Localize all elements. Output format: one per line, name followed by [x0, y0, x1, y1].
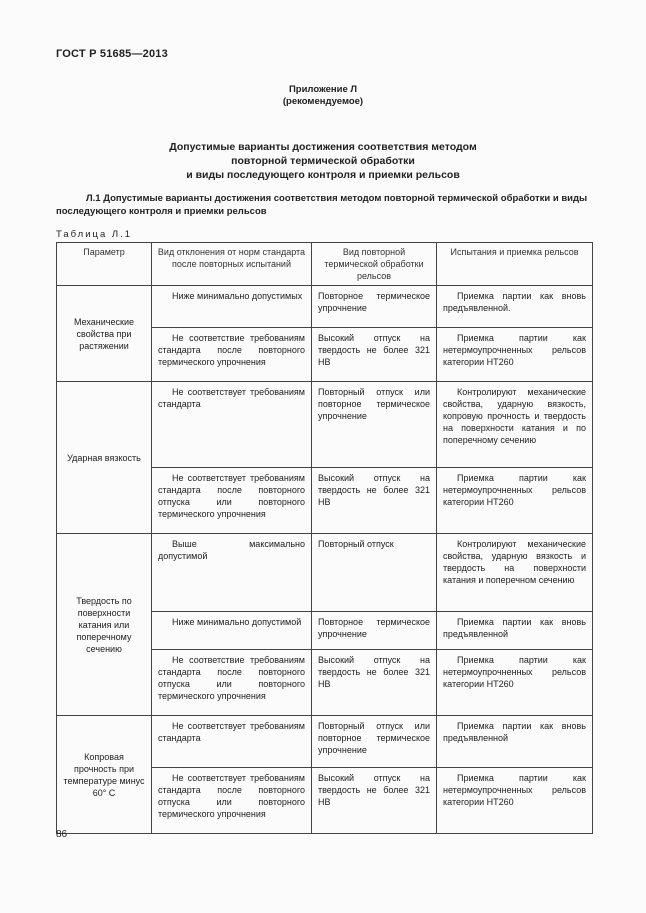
treatment-cell: Повторное термическое упрочнение — [312, 612, 437, 650]
table-header-row — [57, 243, 593, 286]
parameter-cell: Механические свойства при растяжении — [57, 286, 152, 382]
acceptance-cell: Приемка партии как нетермоупрочненных рельсов категории НТ260 — [437, 768, 593, 834]
treatment-cell: Высокий отпуск на твердость не более 321 НВ — [312, 328, 437, 382]
treatment-cell: Высокий отпуск на твердость не более 321 НВ — [312, 468, 437, 534]
data-table — [56, 242, 593, 834]
column-header: Вид отклонения от норм стандарта после повторных испытаний — [152, 243, 312, 286]
main-title-line: и виды последующего контроля и приемки рельсов — [186, 169, 460, 181]
table-row — [57, 382, 593, 468]
deviation-cell: Ниже минимально допустимых — [152, 286, 312, 328]
table-row — [57, 534, 593, 612]
deviation-cell: Не соответствует требованиям стандарта — [152, 382, 312, 468]
treatment-cell: Высокий отпуск на твердость не более 321 НВ — [312, 650, 437, 716]
main-title-line: повторной термической обработки — [231, 155, 415, 167]
main-title — [0, 140, 646, 182]
acceptance-cell: Приемка партии как вновь предъявленной. — [437, 286, 593, 328]
treatment-cell: Повторное термическое упрочнение — [312, 286, 437, 328]
deviation-cell: Не соответствие требованиям стандарта после повторного отпуска или повторного термического упрочнения — [152, 650, 312, 716]
column-header: Параметр — [57, 243, 152, 286]
treatment-cell: Повторный отпуск — [312, 534, 437, 612]
column-header: Вид повторной термической обработки рельсов — [312, 243, 437, 286]
deviation-cell: Не соответствует требованиям стандарта после повторного отпуска или повторного термического упрочнения — [152, 768, 312, 834]
appendix-title: Приложение Л — [288, 84, 358, 95]
acceptance-cell: Приемка партии как нетермоупрочненных рельсов категории НТ260 — [437, 328, 593, 382]
main-title-line: Допустимые варианты достижения соответствия методом — [169, 141, 477, 153]
acceptance-cell: Приемка партии как вновь предъявленной — [437, 716, 593, 768]
table-row — [57, 716, 593, 768]
treatment-cell: Повторный отпуск или повторное термическое упрочнение — [312, 716, 437, 768]
treatment-cell: Повторный отпуск или повторное термическое упрочнение — [312, 382, 437, 468]
acceptance-cell: Контролируют механические свойства, ударную вязкость, копровую прочность и твердость на поверхности катания и по поперечному сечению — [437, 382, 593, 468]
deviation-cell: Не соответствует требованиям стандарта после повторного отпуска или повторного термического упрочнения — [152, 468, 312, 534]
parameter-cell: Ударная вязкость — [57, 382, 152, 534]
appendix-subtitle: (рекомендуемое) — [282, 96, 364, 107]
acceptance-cell: Приемка партии как вновь предъявленной — [437, 612, 593, 650]
acceptance-cell: Контролируют механические свойства, ударную вязкость и твердость на поверхности катания и поперечном сечению — [437, 534, 593, 612]
section-heading: Л.1 Допустимые варианты достижения соответствия методом повторной термической обработки и виды последующего контроля и приемки рельсов — [56, 193, 588, 217]
deviation-cell: Выше максимально допустимой — [152, 534, 312, 612]
parameter-cell: Копровая прочность при температуре минус 60° С — [57, 716, 152, 834]
page-number: 86 — [56, 829, 68, 840]
deviation-cell: Ниже минимально допустимой — [152, 612, 312, 650]
acceptance-cell: Приемка партии как нетермоупрочненных рельсов категории НТ260 — [437, 650, 593, 716]
deviation-cell: Не соответствует требованиям стандарта — [152, 716, 312, 768]
standard-header: ГОСТ Р 51685—2013 — [56, 48, 168, 60]
table-row — [57, 286, 593, 328]
acceptance-cell: Приемка партии как нетермоупрочненных рельсов категории НТ260 — [437, 468, 593, 534]
column-header: Испытания и приемка рельсов — [437, 243, 593, 286]
parameter-cell: Твердость по поверхности катания или поперечному сечению — [57, 534, 152, 716]
treatment-cell: Высокий отпуск на твердость не более 321 НВ — [312, 768, 437, 834]
table-caption: Таблица Л.1 — [56, 229, 133, 240]
deviation-cell: Не соответствие требованиям стандарта после повторного термического упрочнения — [152, 328, 312, 382]
